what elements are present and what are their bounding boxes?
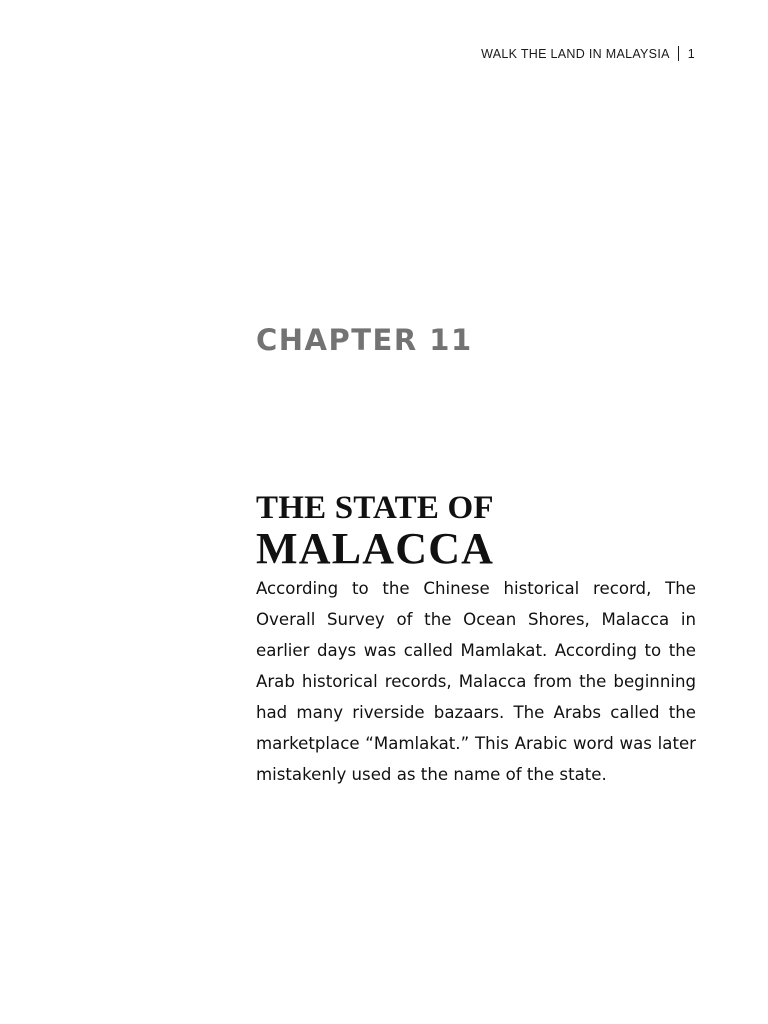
running-title: WALK THE LAND IN MALAYSIA — [481, 46, 670, 61]
header-divider — [678, 46, 679, 61]
chapter-label: CHAPTER 11 — [256, 323, 473, 357]
chapter-title-line1: THE STATE OF — [256, 490, 494, 526]
page-number: 1 — [687, 46, 695, 61]
body-paragraph: According to the Chinese historical record, The Overall Survey of the Ocean Shores, Malacca in earlier days was called Mamlakat. According to the Arab historical records, Malacca from the beginning had many riverside bazaars. The Arabs called the marketplace “Mamlakat.” This Arabic word was later mistakenly used as the name of the state. — [256, 579, 696, 784]
running-header — [481, 46, 695, 61]
chapter-title-line2: MALACCA — [256, 524, 495, 573]
chapter-title — [256, 492, 494, 571]
